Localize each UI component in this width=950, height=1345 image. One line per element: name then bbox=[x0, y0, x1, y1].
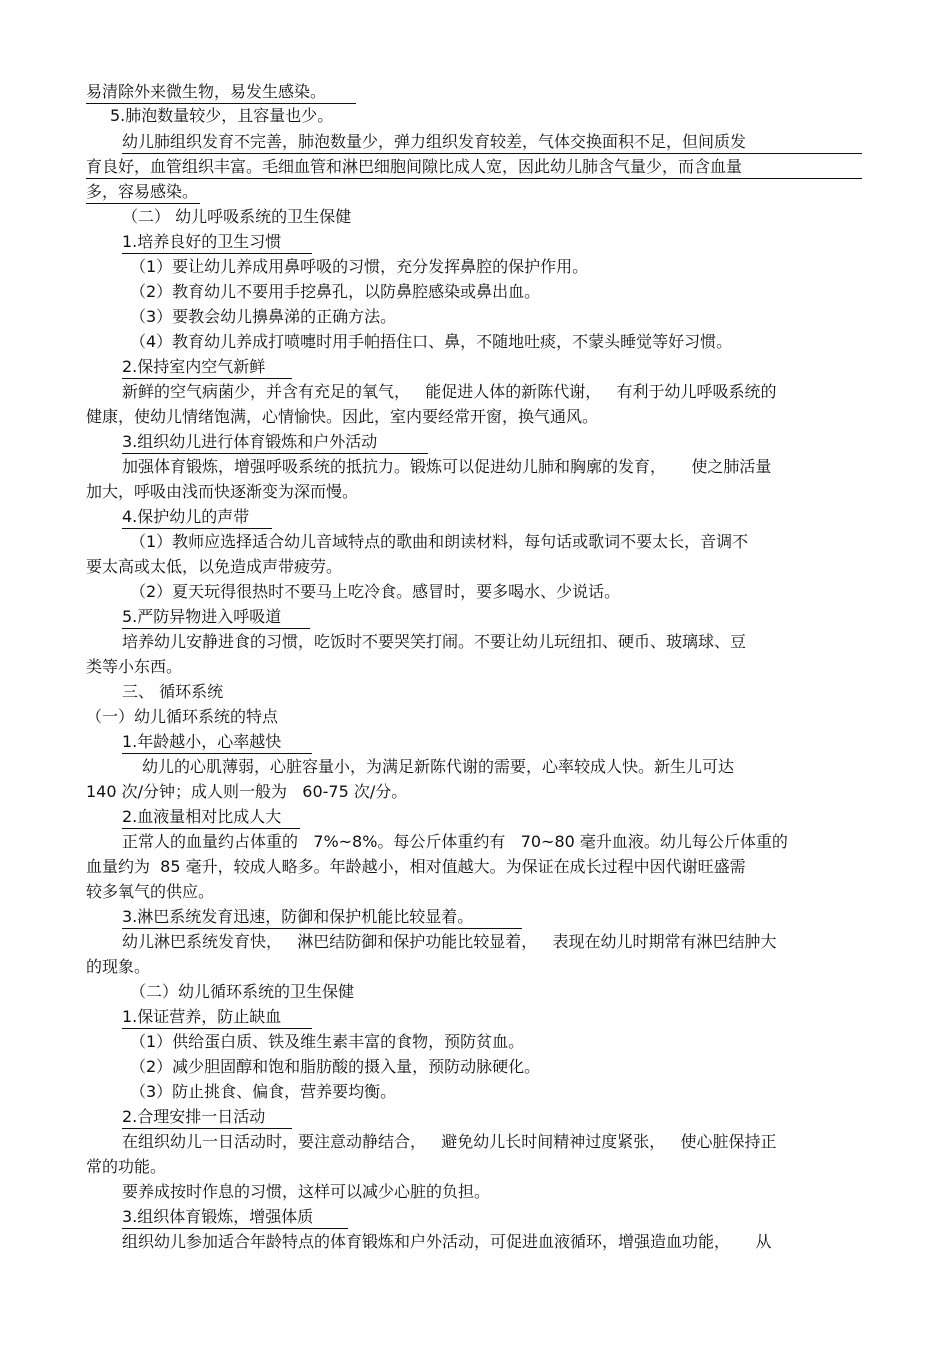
subsection-heading: 3.淋巴系统发育迅速，防御和保护机能比较显着。 bbox=[122, 906, 522, 929]
text-line: （3）要教会幼儿擤鼻涕的正确方法。 bbox=[130, 307, 397, 326]
text-line: 的现象。 bbox=[86, 957, 151, 976]
text-line: （4）教育幼儿养成打喷嚏时用手帕捂住口、鼻，不随地吐痰，不蒙头睡觉等好习惯。 bbox=[130, 332, 733, 351]
text-line: （2）减少胆固醇和饱和脂肪酸的摄入量，预防动脉硬化。 bbox=[130, 1057, 541, 1076]
subsection-heading: 4.保护幼儿的声带 bbox=[122, 506, 272, 529]
text-line: 幼儿肺组织发育不完善，肺泡数量少，弹力组织发育较差，气体交换面积不足，但间质发 bbox=[122, 131, 862, 154]
subsection-heading: 2.血液量相对比成人大 bbox=[122, 806, 300, 829]
subsection-heading: 1.年龄越小，心率越快 bbox=[122, 731, 312, 754]
subsection-heading: 1.保证营养，防止缺血 bbox=[122, 1006, 312, 1029]
text-line: （2）夏天玩得很热时不要马上吃冷食。感冒时，要多喝水、少说话。 bbox=[130, 582, 621, 601]
text-line: 健康，使幼儿情绪饱满，心情愉快。因此，室内要经常开窗，换气通风。 bbox=[86, 407, 599, 426]
subsection-heading: 2.合理安排一日活动 bbox=[122, 1106, 292, 1129]
section-heading: 三、 循环系统 bbox=[122, 682, 224, 701]
subsection-heading: 5.严防异物进入呼吸道 bbox=[122, 606, 310, 629]
text-line: 组织幼儿参加适合年龄特点的体育锻炼和户外活动，可促进血液循环，增强造血功能， 从 bbox=[122, 1232, 772, 1251]
text-line: 血量约为 85 毫升，较成人略多。年龄越小，相对值越大。为保证在成长过程中因代谢旺盛需 bbox=[86, 857, 746, 876]
text-line: 幼儿的心肌薄弱，心脏容量小，为满足新陈代谢的需要，心率较成人快。新生儿可达 bbox=[142, 757, 735, 776]
text-line: （3）防止挑食、偏食，营养要均衡。 bbox=[130, 1082, 397, 1101]
text-line: 较多氧气的供应。 bbox=[86, 882, 215, 901]
text-line: 培养幼儿安静进食的习惯，吃饭时不要哭笑打闹。不要让幼儿玩纽扣、硬币、玻璃球、豆 bbox=[122, 632, 747, 651]
text-line: 5.肺泡数量较少，且容量也少。 bbox=[110, 106, 334, 125]
text-line: 加大，呼吸由浅而快逐渐变为深而慢。 bbox=[86, 482, 359, 501]
text-line: （1）教师应选择适合幼儿音域特点的歌曲和朗读材料，每句话或歌词不要太长，音调不 bbox=[130, 532, 749, 551]
text-line: （1）要让幼儿养成用鼻呼吸的习惯，充分发挥鼻腔的保护作用。 bbox=[130, 257, 589, 276]
subsection-heading: 2.保持室内空气新鲜 bbox=[122, 356, 292, 379]
text-line: 要太高或太低，以免造成声带疲劳。 bbox=[86, 557, 343, 576]
text-line: 在组织幼儿一日活动时，要注意动静结合， 避免幼儿长时间精神过度紧张， 使心脏保持正 bbox=[122, 1132, 777, 1151]
text-line: 类等小东西。 bbox=[86, 657, 183, 676]
text-line: 新鲜的空气病菌少，并含有充足的氧气， 能促进人体的新陈代谢， 有利于幼儿呼吸系统的 bbox=[122, 382, 777, 401]
text-line: 育良好，血管组织丰富。毛细血管和淋巴细胞间隙比成人宽，因此幼儿肺含气量少，而含血量 bbox=[86, 156, 862, 179]
text-line: 加强体育锻炼，增强呼吸系统的抵抗力。锻炼可以促进幼儿肺和胸廓的发育， 使之肺活量 bbox=[122, 457, 772, 476]
section-heading: （二）幼儿循环系统的卫生保健 bbox=[130, 982, 355, 1001]
text-line: （1）供给蛋白质、铁及维生素丰富的食物，预防贫血。 bbox=[130, 1032, 525, 1051]
section-heading: （二） 幼儿呼吸系统的卫生保健 bbox=[122, 207, 352, 226]
text-line: 多，容易感染。 bbox=[86, 181, 200, 204]
subsection-heading: 3.组织体育锻炼，增强体质 bbox=[122, 1206, 348, 1229]
text-line: （2）教育幼儿不要用手挖鼻孔，以防鼻腔感染或鼻出血。 bbox=[130, 282, 541, 301]
text-line: 140 次/分钟；成人则一般为 60-75 次/分。 bbox=[86, 782, 408, 801]
text-line: 要养成按时作息的习惯，这样可以减少心脏的负担。 bbox=[122, 1182, 491, 1201]
text-line: 常的功能。 bbox=[86, 1157, 167, 1176]
text-line: 正常人的血量约占体重的 7%~8%。每公斤体重约有 70~80 毫升血液。幼儿每公斤体重的 bbox=[122, 832, 788, 851]
subsection-heading: 3.组织幼儿进行体育锻炼和户外活动 bbox=[122, 431, 428, 454]
text-line: 幼儿淋巴系统发育快， 淋巴结防御和保护功能比较显着， 表现在幼儿时期常有淋巴结肿大 bbox=[122, 932, 777, 951]
section-heading: （一）幼儿循环系统的特点 bbox=[86, 707, 279, 726]
subsection-heading: 1.培养良好的卫生习惯 bbox=[122, 231, 312, 254]
text-line: 易清除外来微生物，易发生感染。 bbox=[86, 81, 356, 104]
